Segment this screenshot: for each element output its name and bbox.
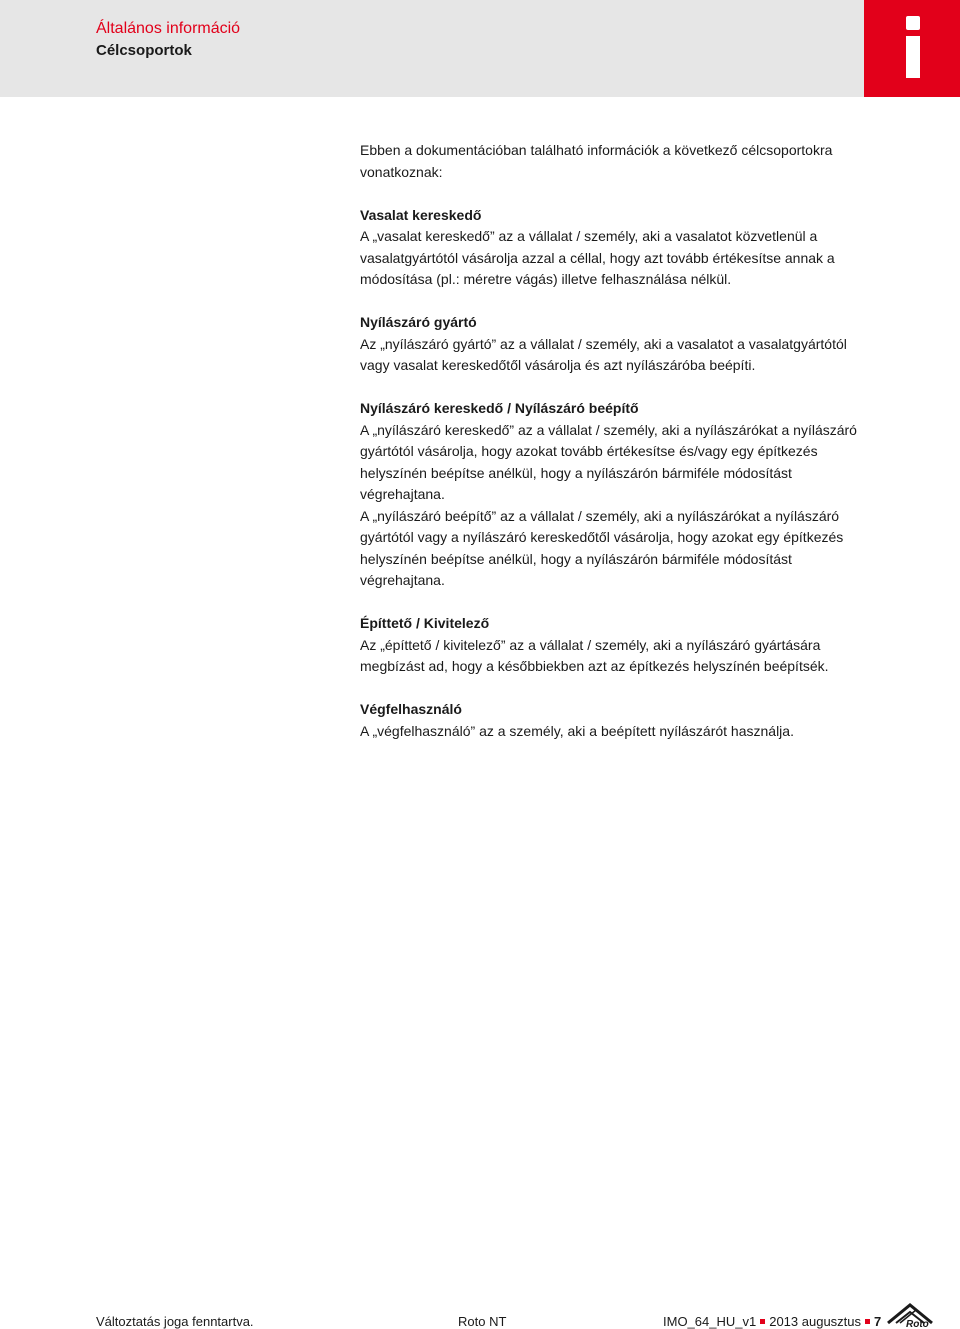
page-header — [0, 0, 960, 97]
footer-page-number: 7 — [874, 1314, 882, 1329]
section-paragraph: A „vasalat kereskedő” az a vállalat / személy, aki a vasalatot közvetlenül a vasalatgyártótól vásárolja azzal a céllal, hogy azt tovább értékesítse annak a módosítása (pl.: méretre vágás) illetve felhasználása nélkül. — [360, 228, 835, 287]
section-heading: Vasalat kereskedő — [360, 206, 482, 223]
separator-square-icon — [760, 1319, 765, 1324]
footer-product: Roto NT — [458, 1314, 507, 1329]
section-paragraph: A „nyílászáró kereskedő” az a vállalat / személy, aki a nyílászárókat a nyílászáró gyártótól vásárolja, hogy azokat tovább értékesítse és/vagy egy építkezés helyszínén beépítse anélkül, hogy a nyílászárón bármiféle módosítást végrehajtana. — [360, 421, 857, 502]
header-title: Általános információ — [96, 20, 241, 37]
body-content — [360, 140, 870, 742]
section-paragraph: Az „nyílászáró gyártó” az a vállalat / személy, aki a vasalatot a vasalatgyártótól vagy vasalat kereskedőtől vásárolja és azt nyílászáróba beépíti. — [360, 335, 847, 373]
footer-rights: Változtatás joga fenntartva. — [96, 1314, 254, 1329]
footer-date: 2013 augusztus — [769, 1314, 862, 1329]
section-nyilaszaro-kereskedo-beepito — [360, 398, 870, 592]
info-icon — [864, 0, 960, 97]
section-heading: Nyílászáró kereskedő / Nyílászáró beépítő — [360, 400, 639, 416]
intro-paragraph: Ebben a dokumentációban található információk a következő célcsoportokra vonatkoznak: — [360, 142, 833, 180]
roto-logo — [886, 1303, 946, 1329]
section-heading: Végfelhasználó — [360, 701, 462, 717]
header-subtitle: Célcsoportok — [96, 42, 192, 59]
section-vasalat-kereskedo — [360, 205, 870, 291]
footer-docinfo — [663, 1314, 881, 1329]
section-vegfelhasznalo — [360, 699, 870, 742]
separator-square-icon — [865, 1319, 870, 1324]
roto-logo-text: Roto — [906, 1319, 929, 1329]
section-heading: Építtető / Kivitelező — [360, 615, 490, 631]
section-heading: Nyílászáró gyártó — [360, 314, 477, 330]
section-nyilaszaro-gyarto — [360, 312, 870, 377]
section-paragraph: A „nyílászáró beépítő” az a vállalat / személy, aki a nyílászárókat a nyílászáró gyártótól vagy a nyílászáró kereskedőtől vásárolja, hogy azokat egy építkezés helyszínén beépítse anélkül, hogy a nyílászárón bármiféle módosítást végrehajtana. — [360, 507, 844, 588]
footer-doc-code: IMO_64_HU_v1 — [663, 1314, 757, 1329]
section-paragraph: Az „építtető / kivitelező” az a vállalat / személy, aki a nyílászáró gyártására megbízást ad, hogy a későbbiekben azt az építkezés helyszínén beépítsék. — [360, 636, 829, 674]
section-paragraph: A „végfelhasználó” az a személy, aki a beépített nyílászárót használja. — [360, 722, 794, 739]
section-epitteto-kivitelezo — [360, 613, 870, 678]
page-footer — [0, 1303, 960, 1329]
